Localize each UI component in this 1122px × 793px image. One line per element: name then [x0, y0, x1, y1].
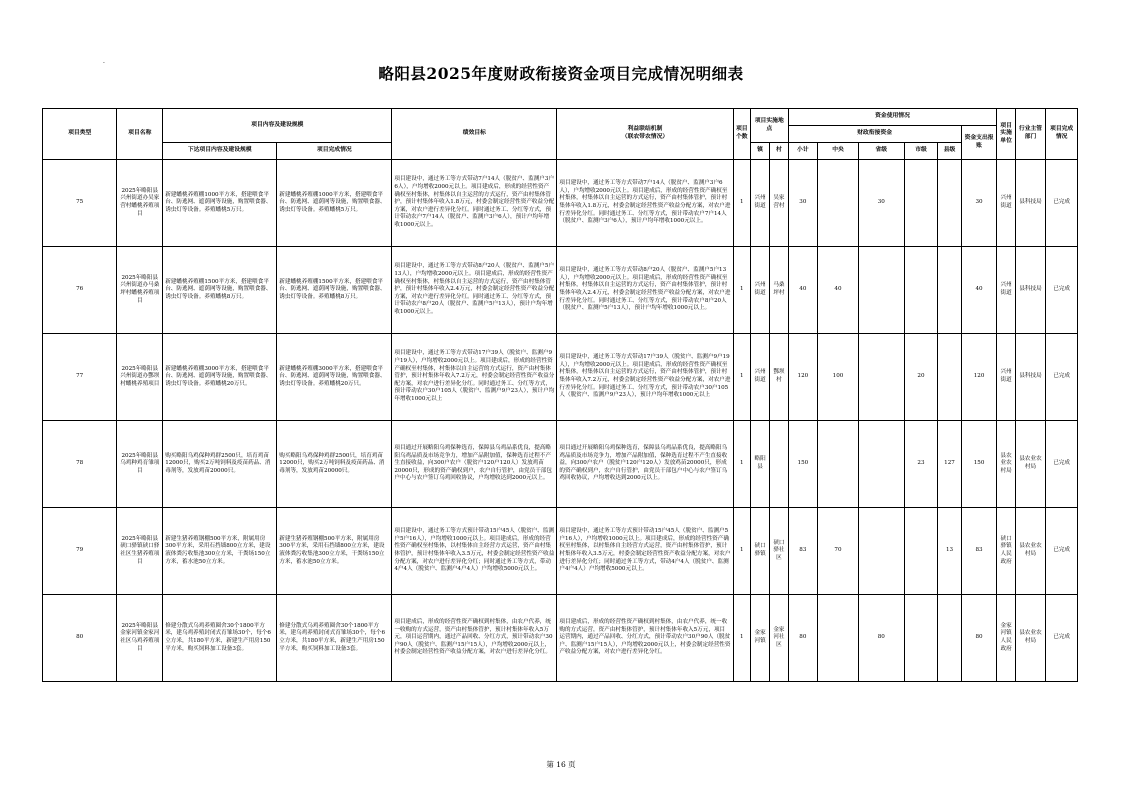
- header-city: 市级: [904, 143, 938, 160]
- header-dept: 行业主管部门: [1015, 109, 1046, 160]
- row-town: 金家河镇: [750, 595, 769, 682]
- row-village: 马桑坪村: [770, 247, 788, 334]
- row-type: 76: [43, 247, 117, 334]
- row-subtotal: 30: [788, 160, 818, 247]
- header-name: 项目名称: [117, 109, 163, 160]
- header-status: 项目完成情况: [1046, 109, 1078, 160]
- row-village: 硖口驿社区: [770, 508, 788, 595]
- row-provincial: [858, 508, 904, 595]
- row-plan: 修建分散式乌鸡养殖圈舍30个1800平方米，建乌鸡养殖封闭式育雏场30个，每个6立方米，共180平方米，新建生产用房150平方米，购买饲料加工设备3套。: [163, 595, 277, 682]
- document-title: 略阳县2025年度财政衔接资金项目完成情况明细表: [378, 64, 744, 83]
- row-count: 1: [733, 247, 750, 334]
- row-benefit: 项目建设中，通过务工等方式带动7户14人（脱贫户、监测户3户6人），户均增收2000元以上。项目建成后，形成的经营性资产确权至村集体，村集体以自主运营的方式运行，资产由村集体管护，预计村集体年收入1.8万元，村委会制定经营性资产收益分配方案，对农户进行差异化分红。同时通过务工、分红等方式，预计带动农户7户14人（脱贫户、监测户3户6人），预计户均年增收1000元以上。: [557, 160, 733, 247]
- row-dept: 县农业农村局: [1015, 508, 1046, 595]
- row-perf: 项目建设中，通过务工等方式带动7户14人（脱贫户、监测户3户6人），户均增收2000元以上。项目建成后，形成的经营性资产确权至村集体，村集体以自主运营的方式运行，资产由村集体管护，预计村集体年收入1.8万元，村委会制定经营性资产收益分配方案，对农户进行差异化分红。同时通过务工、分红等方式，预计带动农户7户14人（脱贫户、监测户3户6人），预计户均年增收1000元以上。: [392, 160, 557, 247]
- table-row: [43, 508, 1078, 595]
- header-count: 项目个数: [733, 109, 750, 160]
- row-done: 新建生猪养殖钢棚500平方米，附属用房300平方米，采用石挡墙800立方米，建设液体粪污收集池300立方米，干粪场150立方米，蓄水池50立方米。: [277, 508, 392, 595]
- header-content-done: 项目完成情况: [277, 143, 392, 160]
- row-central: [818, 160, 859, 247]
- row-city: [904, 247, 938, 334]
- row-subtotal: 80: [788, 595, 818, 682]
- header-fin-fund: 财政衔接资金: [788, 126, 961, 143]
- row-count: 1: [733, 160, 750, 247]
- row-plan: 新建蟠桃养殖棚3000平方米，搭建喂食平台、防逃网、遮荫网等设施，购置喂食器、诱虫灯等设备。养殖蟠桃20万只。: [163, 334, 277, 421]
- row-subtotal: 120: [788, 334, 818, 421]
- row-status: 已完成: [1046, 160, 1078, 247]
- table-row: [43, 247, 1078, 334]
- row-unit: 兴州街道: [997, 160, 1015, 247]
- row-village: 酆坝村: [770, 334, 788, 421]
- row-name: 2025年略阳县硖口驿镇硖口驿社区生猪养殖项目: [117, 508, 163, 595]
- row-subtotal: 150: [788, 421, 818, 508]
- header-paid: 资金支出报账: [961, 126, 997, 160]
- row-benefit: 项目通过开展略阳乌鸡保种选育，保障县乌鸡品系优良，提高略阳乌鸡品质及市场竞争力，增加产品附加值，保种选育过程不产生直接收益，向300户农户（脱贫户120户120人）发放鸡苗20000只，形成的资产确权到户，农户自行管护，由党员干部包户中心与农户签订乌鸡回收协议，户均增收达到2000元以上。: [557, 421, 733, 508]
- row-count: 1: [733, 334, 750, 421]
- row-count: 1: [733, 421, 750, 508]
- row-central: [818, 421, 859, 508]
- row-provincial: 30: [858, 160, 904, 247]
- row-name: 2025年略阳县兴州街道办酆坝村蟠桃养殖项目: [117, 334, 163, 421]
- row-type: 78: [43, 421, 117, 508]
- row-status: 已完成: [1046, 247, 1078, 334]
- row-town: 硖口驿镇: [750, 508, 769, 595]
- row-unit: 硖口驿镇人民政府: [997, 508, 1015, 595]
- row-city: 20: [904, 334, 938, 421]
- row-village: 金家河社区: [770, 595, 788, 682]
- row-benefit: 项目建成后，形成的经营性资产确权到村集体，由农户代养，统一收购的方式运营，资产由村集体管护，预计村集体年收入5万元，项目运营期内，通过产品回收、分红方式，预计带动农户30户90人（脱贫户、监测户15户15人），户均增收2000元以上，村委会制定经营性资产收益分配方案，对农户进行差异化分红。: [557, 595, 733, 682]
- row-done: 修建分散式乌鸡养殖圈舍30个1800平方米，建乌鸡养殖封闭式育雏场30个，每个6立方米，共180平方米，新建生产用房150平方米，购买饲料加工设备3套。: [277, 595, 392, 682]
- row-done: 新建蟠桃养殖棚1500平方米，搭建喂食平台、防逃网、遮荫网等设施，购置喂食器、诱虫灯等设备。养殖蟠桃8万只。: [277, 247, 392, 334]
- row-paid: 150: [961, 421, 997, 508]
- row-city: 23: [904, 421, 938, 508]
- table-row: [43, 160, 1078, 247]
- row-count: 1: [733, 508, 750, 595]
- page-number: 第 16 页: [546, 760, 576, 769]
- row-provincial: [858, 247, 904, 334]
- header-unit: 项目实施单位: [997, 109, 1015, 160]
- row-name: 2025年略阳县兴州街道办吴家营村蟠桃养殖项目: [117, 160, 163, 247]
- row-paid: 40: [961, 247, 997, 334]
- row-unit: 县农业农村局: [997, 421, 1015, 508]
- row-county: [938, 334, 961, 421]
- table-row: [43, 334, 1078, 421]
- header-content-group: 项目内容及建设规模: [163, 109, 392, 143]
- row-plan: 购买略阳乌鸡保种鸡群2500只，培育鸡苗12000只，购买2万吨饲料及疫苗药品、消毒剂等，发放鸡苗20000只。: [163, 421, 277, 508]
- row-benefit: 项目建设中，通过务工等方式预计带动15户45人（脱贫户、监测户5户16人），户均增收1000元以上。项目建成后，形成的经营性资产确权至村集体，以村集体自主经营方式运营，资产由村集体管护，预计村集体年收入3.5万元，村委会制定经营性资产收益分配方案，对农户进行差异化分红；同时通过务工等方式，带动4户4人（脱贫户、监测户4户4人）户均增收5000元以上。: [557, 508, 733, 595]
- row-plan: 新建生猪养殖钢棚500平方米，附属用房300平方米，采用石挡墙800立方米，建设液体粪污收集池300立方米，干粪场150立方米，蓄水池50立方米。: [163, 508, 277, 595]
- row-town: 略阳县: [750, 421, 769, 508]
- header-perf: 绩效目标: [392, 109, 557, 160]
- corner-mark: ·: [103, 60, 105, 67]
- row-town: 兴州街道: [750, 247, 769, 334]
- row-dept: 县农业农村局: [1015, 421, 1046, 508]
- row-provincial: [858, 334, 904, 421]
- row-status: 已完成: [1046, 508, 1078, 595]
- row-type: 80: [43, 595, 117, 682]
- row-perf: 项目建设中，通过务工等方式预计带动15户45人（脱贫户、监测户5户16人），户均增收1000元以上。项目建成后，形成的经营性资产确权至村集体，以村集体自主经营方式运营，资产由村集体管护，预计村集体年收入3.5万元，村委会制定经营性资产收益分配方案，对农户进行差异化分红；同时通过务工等方式，带动4户4人（脱贫户、监测户4户4人）户均增收5000元以上。: [392, 508, 557, 595]
- row-perf: 项目建成后，形成的经营性资产确权到村集体，由农户代养，统一收购的方式运营，资产由村集体管护，预计村集体年收入5万元，项目运营期内，通过产品回收、分红方式，预计带动农户30户90人（脱贫户、监测户15户15人），户均增收2000元以上，村委会制定经营性资产收益分配方案，对农户进行差异化分红。: [392, 595, 557, 682]
- row-name: 2025年略阳县乌鸡种鸡育雏项目: [117, 421, 163, 508]
- row-perf: 项目通过开展略阳乌鸡保种选育，保障县乌鸡品系优良，提高略阳乌鸡品质及市场竞争力，增加产品附加值，保种选育过程不产生直接收益，向300户农户（脱贫户120户120人）发放鸡苗20000只，形成的资产确权到户，农户自行管护，由党员干部包户中心与农户签订乌鸡回收协议，户均增收达到2000元以上。: [392, 421, 557, 508]
- row-county: 127: [938, 421, 961, 508]
- row-provincial: 80: [858, 595, 904, 682]
- header-provincial: 省级: [858, 143, 904, 160]
- row-subtotal: 83: [788, 508, 818, 595]
- project-table: [42, 108, 1078, 682]
- row-dept: 县科技局: [1015, 247, 1046, 334]
- table-row: [43, 421, 1078, 508]
- row-name: 2025年略阳县兴州街道办马桑坪村蟠桃养殖项目: [117, 247, 163, 334]
- header-fund-use: 资金使用情况: [788, 109, 997, 126]
- row-status: 已完成: [1046, 421, 1078, 508]
- row-paid: 80: [961, 595, 997, 682]
- header-type: 项目类型: [43, 109, 117, 160]
- header-location: 项目实施地点: [750, 109, 788, 143]
- row-dept: 县科技局: [1015, 334, 1046, 421]
- row-done: 购买略阳乌鸡保种鸡群2500只，培育鸡苗12000只，购买2万吨饲料及疫苗药品、消毒剂等，发放鸡苗20000只。: [277, 421, 392, 508]
- row-dept: 县农业农村局: [1015, 595, 1046, 682]
- row-unit: 兴州街道: [997, 247, 1015, 334]
- row-type: 77: [43, 334, 117, 421]
- row-status: 已完成: [1046, 334, 1078, 421]
- row-paid: 30: [961, 160, 997, 247]
- row-perf: 项目建设中，通过务工等方式带动17户39人（脱贫户、监测户9户19人），户均增收2000元以上。项目建成后，形成的经营性资产确权至村集体，村集体以自主运营的方式运行，资产由村集体管护，预计村集体年收入7.2万元，村委会制定经营性资产收益分配方案，对农户进行差异化分红。同时通过务工、分红等方式，预计带动农户30户105人（脱贫户、监测户9户23人），预计户均年增收1000元以上: [392, 334, 557, 421]
- row-name: 2025年略阳县金家河镇金家河社区乌鸡养殖项目: [117, 595, 163, 682]
- row-type: 75: [43, 160, 117, 247]
- header-town: 镇: [750, 143, 769, 160]
- header-county: 县级: [938, 143, 961, 160]
- row-county: 13: [938, 508, 961, 595]
- row-paid: 120: [961, 334, 997, 421]
- row-count: 1: [733, 595, 750, 682]
- row-village: [770, 421, 788, 508]
- row-subtotal: 40: [788, 247, 818, 334]
- row-unit: 兴州街道: [997, 334, 1015, 421]
- header-content-plan: 下达项目内容及建设规模: [163, 143, 277, 160]
- row-central: [818, 595, 859, 682]
- row-central: 70: [818, 508, 859, 595]
- row-status: 已完成: [1046, 595, 1078, 682]
- row-county: [938, 247, 961, 334]
- row-done: 新建蟠桃养殖棚1000平方米，搭建喂食平台、防逃网、遮荫网等设施，购置喂食器、诱虫灯等设备。养殖蟠桃5万只。: [277, 160, 392, 247]
- row-village: 吴家营村: [770, 160, 788, 247]
- row-perf: 项目建设中，通过务工等方式带动8户20人（脱贫户、监测户5户13人），户均增收2000元以上。项目建成后，形成的经营性资产确权至村集体，村集体以自主运营的方式运行，资产由村集体管护，预计村集体年收入2.4万元，村委会制定经营性资产收益分配方案，对农户进行差异化分红。同时通过务工、分红等方式，预计带动农户8户20人（脱贫户、监测户5户13人），预计户均年增收1000元以上。: [392, 247, 557, 334]
- row-town: 兴州街道: [750, 160, 769, 247]
- row-provincial: [858, 421, 904, 508]
- row-county: [938, 595, 961, 682]
- header-central: 中央: [818, 143, 859, 160]
- header-village: 村: [770, 143, 788, 160]
- row-town: 兴州街道: [750, 334, 769, 421]
- row-central: 100: [818, 334, 859, 421]
- header-benefit: 利益联结机制 （联农带农情况）: [557, 109, 733, 160]
- row-paid: 83: [961, 508, 997, 595]
- row-dept: 县科技局: [1015, 160, 1046, 247]
- row-central: 40: [818, 247, 859, 334]
- row-city: [904, 160, 938, 247]
- row-plan: 新建蟠桃养殖棚1500平方米，搭建喂食平台、防逃网、遮荫网等设施，购置喂食器、诱虫灯等设备。养殖蟠桃8万只。: [163, 247, 277, 334]
- row-county: [938, 160, 961, 247]
- table-row: [43, 595, 1078, 682]
- row-done: 新建蟠桃养殖棚3000平方米，搭建喂食平台、防逃网、遮荫网等设施，购置喂食器、诱虫灯等设备。养殖蟠桃20万只。: [277, 334, 392, 421]
- row-plan: 新建蟠桃养殖棚1000平方米，搭建喂食平台、防逃网、遮荫网等设施，购置喂食器、诱虫灯等设备。养殖蟠桃5万只。: [163, 160, 277, 247]
- row-city: [904, 595, 938, 682]
- row-unit: 金家河镇人民政府: [997, 595, 1015, 682]
- row-type: 79: [43, 508, 117, 595]
- row-benefit: 项目建设中，通过务工等方式带动8户20人（脱贫户、监测户5户13人），户均增收2000元以上。项目建成后，形成的经营性资产确权至村集体，村集体以自主运营的方式运行，资产由村集体管护，预计村集体年收入2.4万元，村委会制定经营性资产收益分配方案，对农户进行差异化分红。同时通过务工、分红等方式，预计带动农户8户20人（脱贫户、监测户5户13人），预计户均年增收1000元以上。: [557, 247, 733, 334]
- header-subtotal: 小计: [788, 143, 818, 160]
- row-benefit: 项目建设中，通过务工等方式带动17户39人（脱贫户、监测户9户19人），户均增收2000元以上。项目建成后，形成的经营性资产确权至村集体，村集体以自主运营的方式运行，资产由村集体管护，预计村集体年收入7.2万元，村委会制定经营性资产收益分配方案，对农户进行差异化分红。同时通过务工、分红等方式，预计带动农户30户105人（脱贫户、监测户9户23人），预计户均年增收1000元以上: [557, 334, 733, 421]
- row-city: [904, 508, 938, 595]
